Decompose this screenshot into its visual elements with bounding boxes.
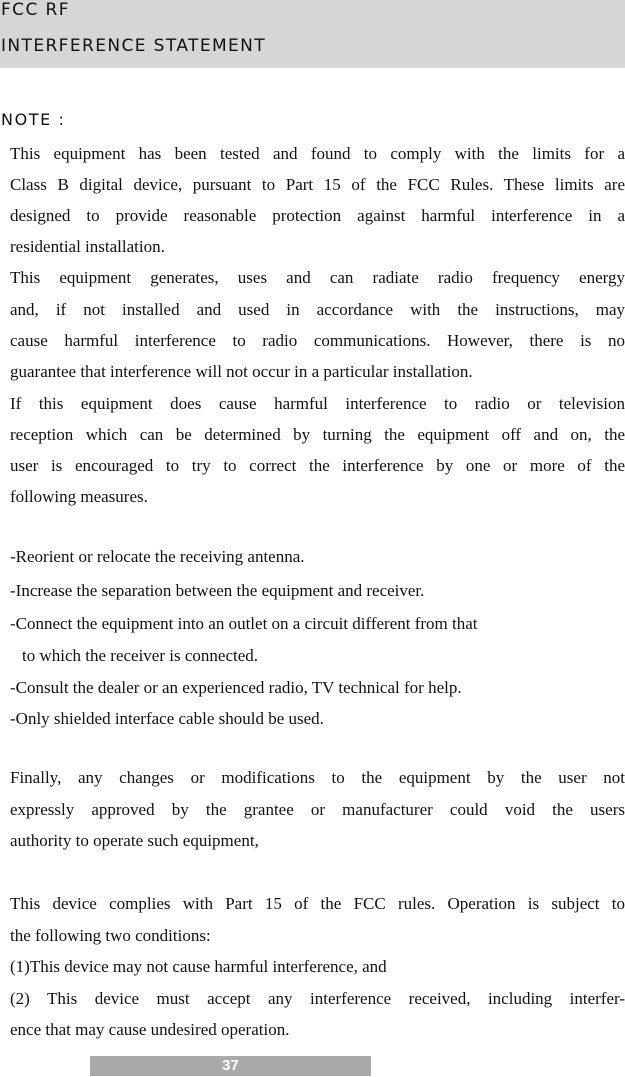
- finally-line-2: expressly approved by the grantee or manufacturer could void the users: [10, 800, 625, 819]
- header-title-line-1: FCC RF: [1, 0, 70, 20]
- finally-line-3: authority to operate such equipment,: [10, 831, 259, 850]
- measure-item: -Reorient or relocate the receiving antenna.: [10, 547, 305, 566]
- paragraph-1-line-4: residential installation.: [10, 237, 165, 256]
- paragraph-3-line-1: If this equipment does cause harmful interference to radio or television: [10, 394, 625, 413]
- measure-item: -Only shielded interface cable should be used.: [10, 709, 324, 728]
- paragraph-1-line-1: This equipment has been tested and found to comply with the limits for a: [10, 144, 625, 163]
- condition-2-line-1: (2) This device must accept any interference received, including interfer-: [10, 989, 625, 1008]
- paragraph-1-line-2: Class B digital device, pursuant to Part 15 of the FCC Rules. These limits are: [10, 175, 625, 194]
- note-label: NOTE :: [1, 110, 66, 129]
- paragraph-3-line-2: reception which can be determined by turning the equipment off and on, the: [10, 425, 625, 444]
- page-number: 37: [222, 1057, 239, 1074]
- compliance-line-2: the following two conditions:: [10, 926, 211, 945]
- paragraph-2-line-4: guarantee that interference will not occur in a particular installation.: [10, 362, 473, 381]
- measure-item: -Consult the dealer or an experienced radio, TV technical for help.: [10, 678, 462, 697]
- measure-item-continuation: to which the receiver is connected.: [22, 646, 259, 665]
- measure-item: -Connect the equipment into an outlet on a circuit different from that: [10, 614, 478, 633]
- paragraph-3-line-3: user is encouraged to try to correct the interference by one or more of the: [10, 456, 625, 475]
- paragraph-3-line-4: following measures.: [10, 487, 148, 506]
- paragraph-2-line-2: and, if not installed and used in accordance with the instructions, may: [10, 300, 625, 319]
- compliance-line-1: This device complies with Part 15 of the FCC rules. Operation is subject to: [10, 894, 625, 913]
- paragraph-1-line-3: designed to provide reasonable protection against harmful interference in a: [10, 206, 625, 225]
- paragraph-2-line-1: This equipment generates, uses and can radiate radio frequency energy: [10, 268, 625, 287]
- condition-2-line-2: ence that may cause undesired operation.: [10, 1020, 290, 1039]
- header-title-line-2: INTERFERENCE STATEMENT: [1, 36, 267, 56]
- section-header: [0, 0, 625, 68]
- measure-item: -Increase the separation between the equipment and receiver.: [10, 581, 425, 600]
- page-footer-bar: [90, 1056, 371, 1076]
- paragraph-2-line-3: cause harmful interference to radio communications. However, there is no: [10, 331, 625, 350]
- finally-line-1: Finally, any changes or modifications to the equipment by the user not: [10, 768, 625, 787]
- condition-1: (1)This device may not cause harmful interference, and: [10, 957, 387, 976]
